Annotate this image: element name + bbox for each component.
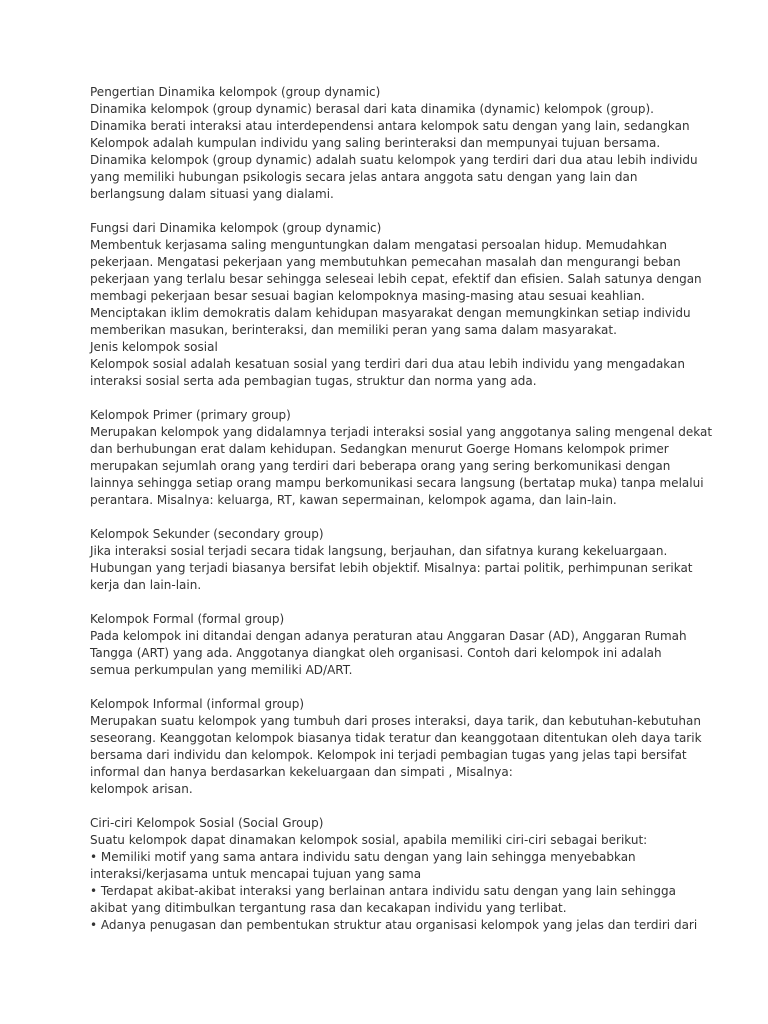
text-line: dan berhubungan erat dalam kehidupan. Sedangkan menurut Goerge Homans kelompok primer bbox=[90, 442, 669, 456]
text-line: merupakan sejumlah orang yang terdiri dari beberapa orang yang sering berkomunikasi dengan bbox=[90, 459, 671, 473]
section-heading: Kelompok Formal (formal group) bbox=[90, 612, 285, 626]
text-line: Suatu kelompok dapat dinamakan kelompok sosial, apabila memiliki ciri-ciri sebagai berikut: bbox=[90, 833, 648, 847]
text-line: Tangga (ART) yang ada. Anggotanya diangkat oleh organisasi. Contoh dari kelompok ini adalah bbox=[90, 646, 662, 660]
text-line: semua perkumpulan yang memiliki AD/ART. bbox=[90, 663, 353, 677]
text-line: Merupakan suatu kelompok yang tumbuh dari proses interaksi, daya tarik, dan kebutuhan-kebutuhan bbox=[90, 714, 701, 728]
text-line: Menciptakan iklim demokratis dalam kehidupan masyarakat dengan memungkinkan setiap individu bbox=[90, 306, 691, 320]
text-line: bersama dari individu dan kelompok. Kelompok ini terjadi pembagian tugas yang jelas tapi bersifat bbox=[90, 748, 687, 762]
text-line: Jika interaksi sosial terjadi secara tidak langsung, berjauhan, dan sifatnya kurang kekeluargaan. bbox=[90, 544, 668, 558]
text-line: yang memiliki hubungan psikologis secara jelas antara anggota satu dengan yang lain dan bbox=[90, 170, 638, 184]
text-line: membagi pekerjaan besar sesuai bagian kelompoknya masing-masing atau sesuai keahlian. bbox=[90, 289, 645, 303]
section-heading: Jenis kelompok sosial bbox=[90, 340, 218, 354]
section-heading: Fungsi dari Dinamika kelompok (group dynamic) bbox=[90, 221, 382, 235]
text-line: berlangsung dalam situasi yang dialami. bbox=[90, 187, 334, 201]
text-line: interaksi sosial serta ada pembagian tugas, struktur dan norma yang ada. bbox=[90, 374, 537, 388]
text-line: Pada kelompok ini ditandai dengan adanya peraturan atau Anggaran Dasar (AD), Anggaran Rumah bbox=[90, 629, 687, 643]
text-line: Merupakan kelompok yang didalamnya terjadi interaksi sosial yang anggotanya saling mengenal dekat bbox=[90, 425, 713, 439]
text-line: Hubungan yang terjadi biasanya bersifat lebih objektif. Misalnya: partai politik, perhimpunan serikat bbox=[90, 561, 693, 575]
text-line: interaksi/kerjasama untuk mencapai tujuan yang sama bbox=[90, 867, 422, 881]
text-line: Dinamika kelompok (group dynamic) berasal dari kata dinamika (dynamic) kelompok (group). bbox=[90, 102, 654, 116]
section-kelompok-primer bbox=[90, 407, 713, 509]
section-fungsi bbox=[90, 220, 702, 390]
text-line: seseorang. Keanggotan kelompok biasanya tidak teratur dan keanggotaan ditentukan oleh daya tarik bbox=[90, 731, 702, 745]
text-line: akibat yang ditimbulkan tergantung rasa dan kecakapan individu yang terlibat. bbox=[90, 901, 567, 915]
section-pengertian bbox=[90, 84, 698, 203]
section-heading: Kelompok Primer (primary group) bbox=[90, 408, 291, 422]
section-heading: Kelompok Informal (informal group) bbox=[90, 697, 305, 711]
text-line: Dinamika berati interaksi atau interdependensi antara kelompok satu dengan yang lain, sedangkan bbox=[90, 119, 690, 133]
bullet-line: • Memiliki motif yang sama antara individu satu dengan yang lain sehingga menyebabkan bbox=[90, 850, 636, 864]
section-kelompok-sekunder bbox=[90, 526, 693, 594]
document-page bbox=[90, 84, 713, 934]
section-heading: Ciri-ciri Kelompok Sosial (Social Group) bbox=[90, 816, 324, 830]
bullet-line: • Adanya penugasan dan pembentukan struktur atau organisasi kelompok yang jelas dan terdiri dari bbox=[90, 918, 698, 932]
text-line: Kelompok sosial adalah kesatuan sosial yang terdiri dari dua atau lebih individu yang mengadakan bbox=[90, 357, 686, 371]
text-line: pekerjaan yang terlalu besar sehingga seleseai lebih cepat, efektif dan efisien. Salah satunya dengan bbox=[90, 272, 702, 286]
text-line: Kelompok adalah kumpulan individu yang saling berinteraksi dan mempunyai tujuan bersama. bbox=[90, 136, 661, 150]
section-heading: Pengertian Dinamika kelompok (group dynamic) bbox=[90, 85, 381, 99]
section-heading: Kelompok Sekunder (secondary group) bbox=[90, 527, 324, 541]
section-ciri-ciri bbox=[90, 815, 698, 934]
bullet-line: • Terdapat akibat-akibat interaksi yang berlainan antara individu satu dengan yang lain sehingga bbox=[90, 884, 676, 898]
text-line: pekerjaan. Mengatasi pekerjaan yang membutuhkan pemecahan masalah dan mengurangi beban bbox=[90, 255, 681, 269]
text-line: kerja dan lain-lain. bbox=[90, 578, 202, 592]
text-line: Membentuk kerjasama saling menguntungkan dalam mengatasi persoalan hidup. Memudahkan bbox=[90, 238, 667, 252]
text-line: informal dan hanya berdasarkan kekeluargaan dan simpati , Misalnya: bbox=[90, 765, 513, 779]
section-kelompok-informal bbox=[90, 696, 702, 798]
text-line: Dinamika kelompok (group dynamic) adalah suatu kelompok yang terdiri dari dua atau lebih individu bbox=[90, 153, 698, 167]
text-line: memberikan masukan, berinteraksi, dan memiliki peran yang sama dalam masyarakat. bbox=[90, 323, 617, 337]
text-line: kelompok arisan. bbox=[90, 782, 193, 796]
text-line: lainnya sehingga setiap orang mampu berkomunikasi secara langsung (bertatap muka) tanpa melalui bbox=[90, 476, 704, 490]
text-line: perantara. Misalnya: keluarga, RT, kawan sepermainan, kelompok agama, dan lain-lain. bbox=[90, 493, 617, 507]
section-kelompok-formal bbox=[90, 611, 690, 679]
